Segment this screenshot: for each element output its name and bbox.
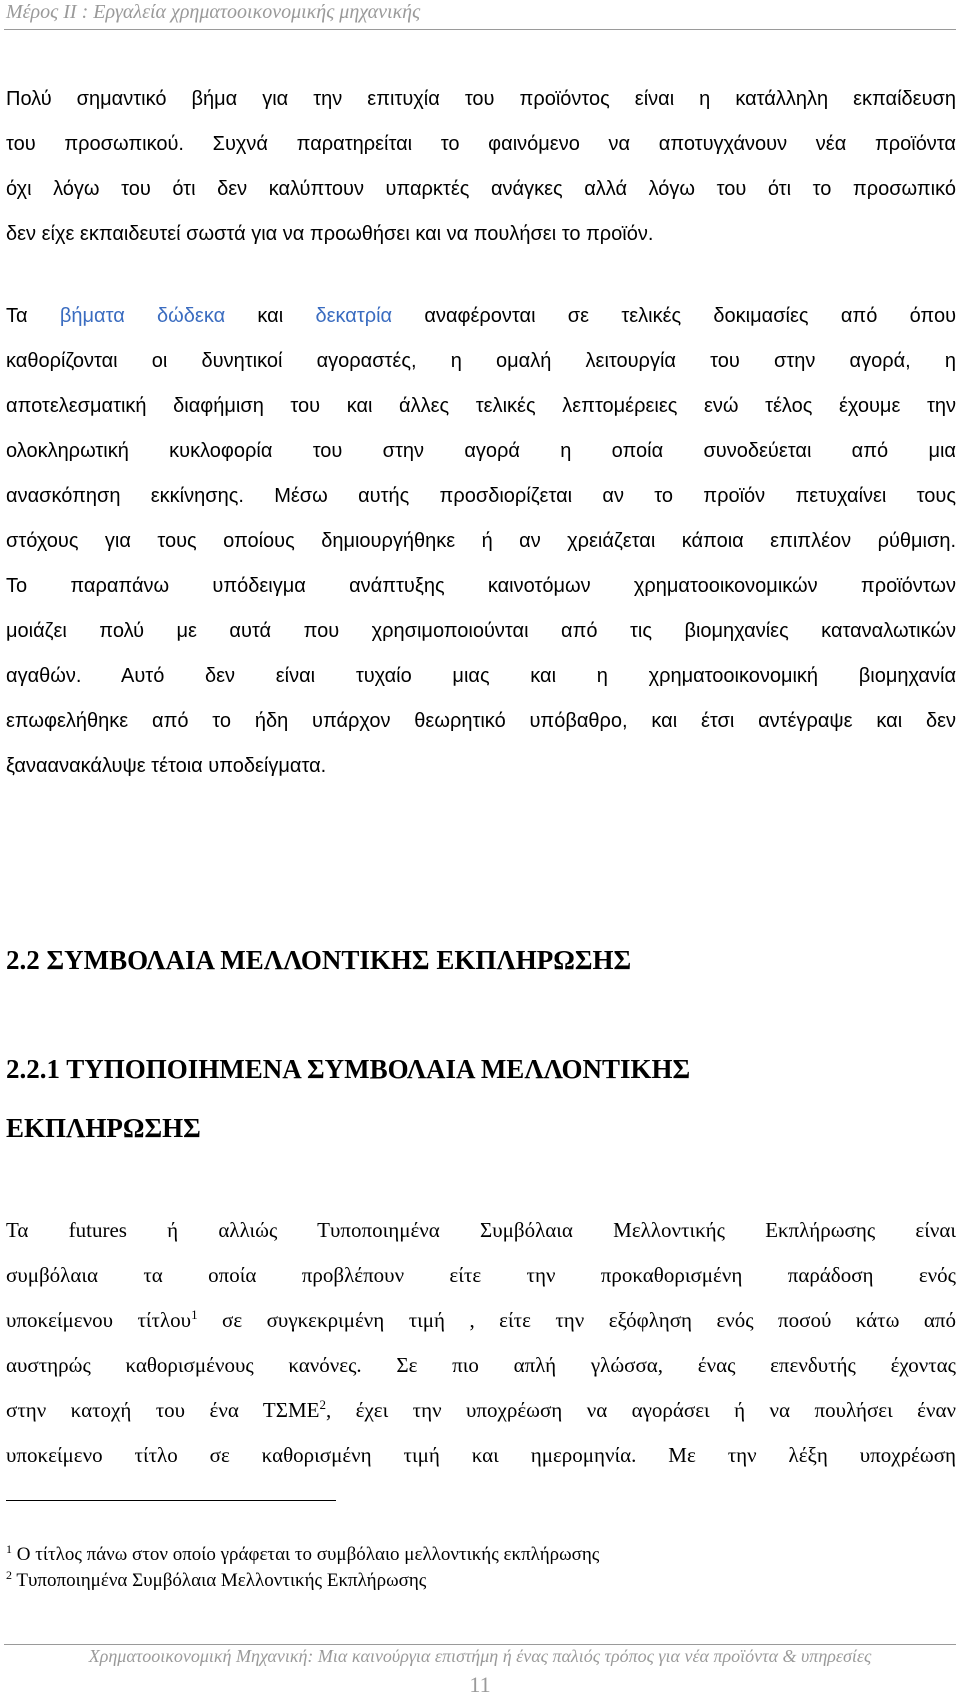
text-run: υποκείμενου τίτλου [6,1308,192,1332]
paragraph-line: υποκείμενο τίτλο σε καθορισμένη τιμή και ημερομηνία. Με την λέξη υποχρέωση [6,1443,956,1467]
paragraph-line [6,305,956,337]
text-run: και [225,305,316,327]
page-header [0,0,960,32]
paragraph-line: μοιάζει πολύ με αυτά που χρησιμοποιούνται από τις βιομηχανίες καταναλωτικών [6,620,956,642]
footnote-ref-2[interactable]: 2 [319,1398,326,1412]
footnote-1 [6,1544,599,1566]
paragraph-line [6,1398,956,1430]
page-number: 11 [469,1672,491,1697]
footer-title: Χρηματοοικονομική Μηχανική: Μια καινούργια επιστήμη ή ένας παλιός τρόπος για νέα προϊόντα & υπηρεσίες [88,1646,872,1666]
header-title: Μέρος ΙΙ : Εργαλεία χρηματοοικονομικής μηχανικής [6,1,421,23]
link-step-thirteen[interactable]: δεκατρία [315,305,393,327]
section-heading: 2.2 ΣΥΜΒΟΛΑΙΑ ΜΕΛΛΟΝΤΙΚΗΣ ΕΚΠΛΗΡΩΣΗΣ [6,945,632,975]
text-run: στην κατοχή του ένα ΤΣΜΕ [6,1398,320,1422]
paragraph-line: ανασκόπηση εκκίνησης. Μέσω αυτής προσδιορίζεται αν το προϊόν πετυχαίνει τους [6,485,956,507]
paragraph-line: αγαθών. Αυτό δεν είναι τυχαίο μιας και η χρηματοοικονομική βιομηχανία [6,665,956,687]
paragraph-line: επωφελήθηκε από το ήδη υπάρχον θεωρητικό υπόβαθρο, και έτσι αντέγραψε και δεν [6,710,956,732]
footnote-2 [6,1570,426,1592]
footnote-ref-1[interactable]: 1 [191,1308,198,1322]
text-run: σε συγκεκριμένη τιμή , είτε την εξόφληση ενός ποσού κάτω από [197,1308,956,1332]
text-run: , έχει την υποχρέωση να αγοράσει ή να πουλήσει έναν [325,1398,956,1422]
paragraph-line: του προσωπικού. Συχνά παρατηρείται το φαινόμενο να αποτυγχάνουν νέα προϊόντα [6,133,956,155]
paragraph-line: αυστηρώς καθορισμένους κανόνες. Σε πιο απλή γλώσσα, ένας επενδυτής έχοντας [6,1353,956,1377]
paragraph-line: Τα futures ή αλλιώς Τυποποιημένα Συμβόλαια Μελλοντικής Εκπλήρωσης είναι [6,1218,956,1242]
paragraph-line: στόχους για τους οποίους δημιουργήθηκε ή αν χρειάζεται κάποια επιπλέον ρύθμιση. [6,530,956,552]
link-steps-twelve[interactable]: βήματα δώδεκα [59,305,226,327]
text-run: Τα [6,305,60,327]
paragraph-line: συμβόλαια τα οποία προβλέπουν είτε την προκαθορισμένη παράδοση ενός [6,1263,956,1287]
paragraph-line [6,1308,956,1340]
paragraph-line: Πολύ σημαντικό βήμα για την επιτυχία του προϊόντος είναι η κατάλληλη εκπαίδευση [6,88,956,110]
paragraph-line: ξαναανακάλυψε τέτοια υποδείγματα. [6,755,327,777]
paragraph-line: καθορίζονται οι δυνητικοί αγοραστές, η ομαλή λειτουργία του στην αγορά, η [6,350,956,372]
footer-divider [4,1644,956,1645]
footnote-number: 1 [6,1542,12,1556]
subsection-heading-line1: 2.2.1 ΤΥΠΟΠΟΙΗΜΕΝΑ ΣΥΜΒΟΛΑΙΑ ΜΕΛΛΟΝΤΙΚΗΣ [6,1054,691,1084]
paragraph-line: ολοκληρωτική κυκλοφορία του στην αγορά η οποία συνοδεύεται από μια [6,440,956,462]
header-divider [4,29,956,30]
subsection-heading-line2: ΕΚΠΛΗΡΩΣΗΣ [6,1113,201,1143]
paragraph-line: Το παραπάνω υπόδειγμα ανάπτυξης καινοτόμων χρηματοοικονομικών προϊόντων [6,575,956,597]
footnote-text: Ο τίτλος πάνω στον οποίο γράφεται το συμβόλαιο μελλοντικής εκπλήρωσης [12,1544,600,1565]
paragraph-line: όχι λόγω του ότι δεν καλύπτουν υπαρκτές ανάγκες αλλά λόγω του ότι το προσωπικό [6,178,956,200]
footnote-text: Τυποποιημένα Συμβόλαια Μελλοντικής Εκπλήρωσης [12,1570,427,1591]
footnote-separator [6,1500,336,1501]
paragraph-line: δεν είχε εκπαιδευτεί σωστά για να προωθήσει και να πουλήσει το προϊόν. [6,223,654,245]
footnote-number: 2 [6,1568,12,1582]
paragraph-line: αποτελεσματική διαφήμιση του και άλλες τελικές λεπτομέρειες ενώ τέλος έχουμε την [6,395,956,417]
text-run: αναφέρονται σε τελικές δοκιμασίες από όπου [392,305,956,327]
